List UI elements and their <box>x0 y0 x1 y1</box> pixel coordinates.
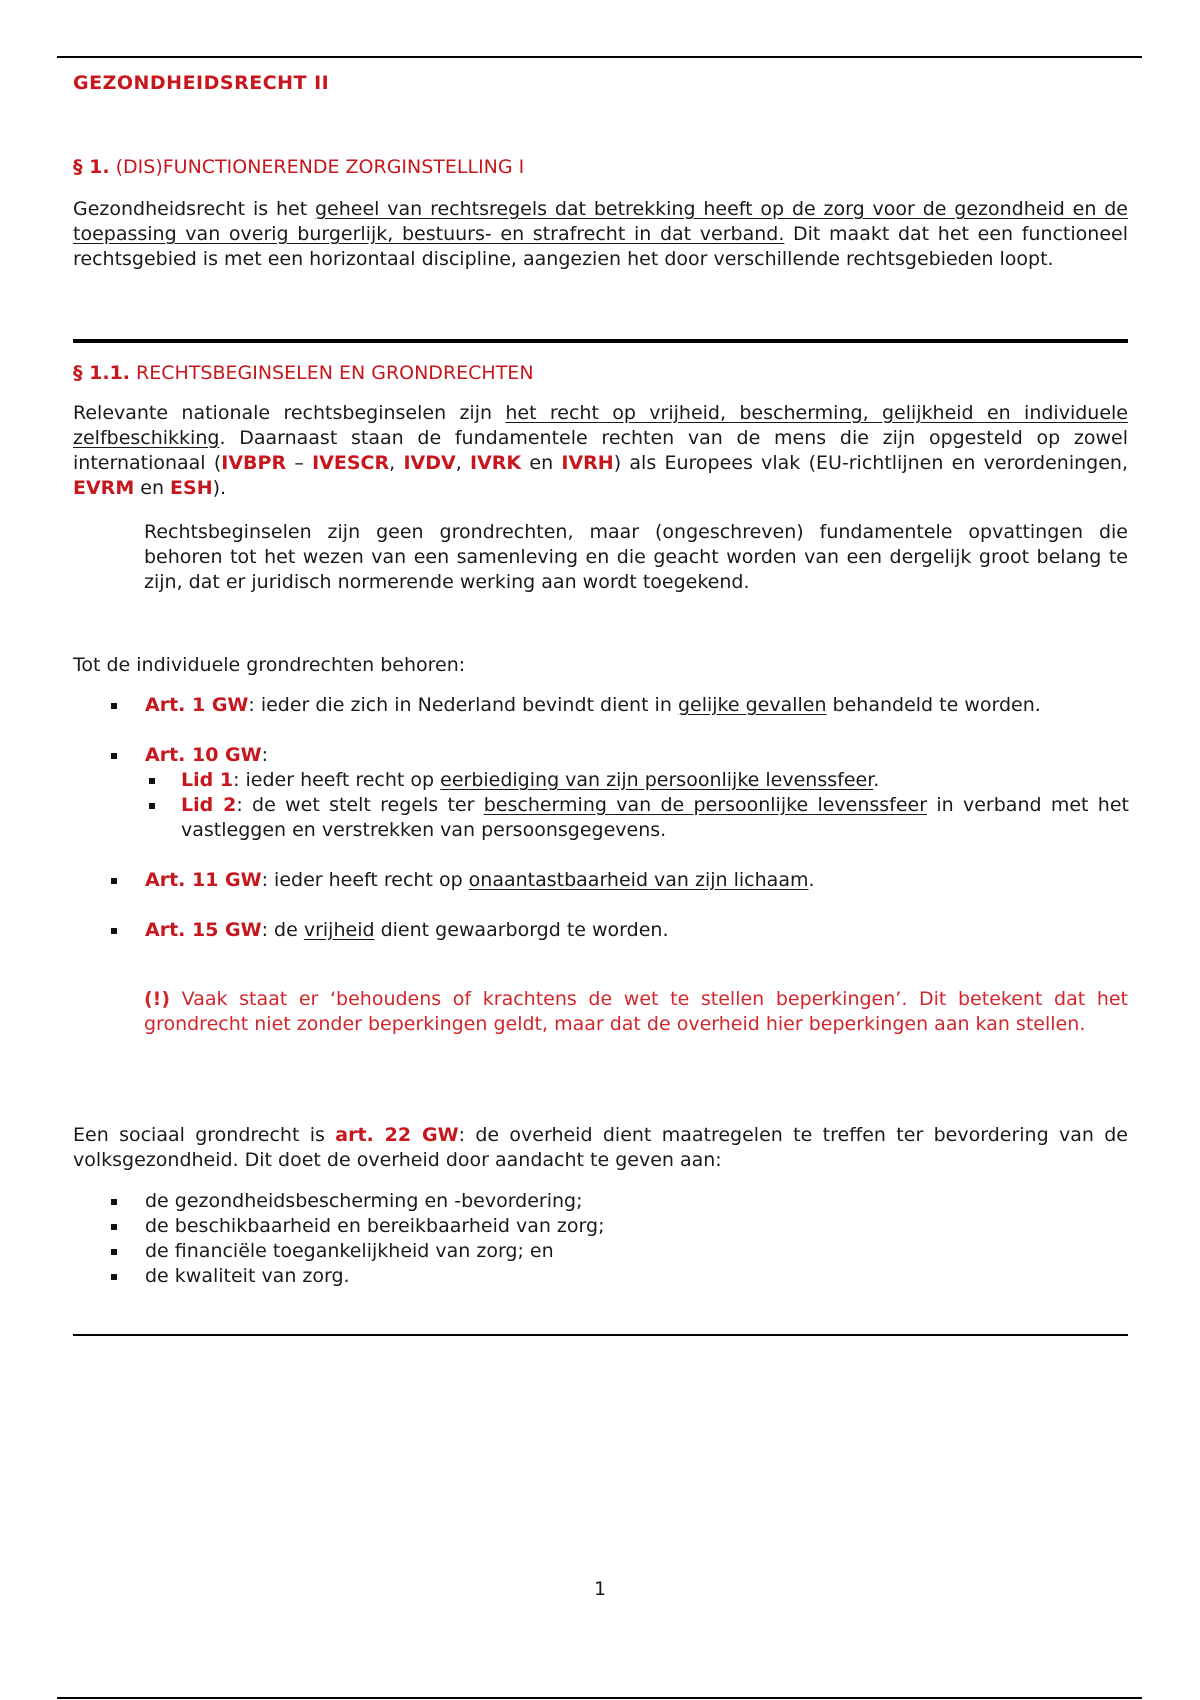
section-divider <box>73 339 1128 343</box>
text-run: . Daarnaast staan de fundamentele rechten van de mens die zijn opgesteld op zowel internationaal ( <box>73 427 1128 474</box>
treaty-esh: ESH <box>170 477 213 499</box>
section-1-heading <box>73 156 524 178</box>
page-number: 1 <box>593 1578 607 1600</box>
text-run: en <box>134 477 171 499</box>
lid-label: Lid 1 <box>181 769 234 791</box>
article-label: Art. 11 GW <box>145 869 262 891</box>
fundamental-rights-intro: Tot de individuele grondrechten behoren: <box>73 654 466 676</box>
top-rule <box>57 56 1142 58</box>
text-run: – <box>286 452 313 474</box>
list-item-art-10 <box>145 743 1128 843</box>
text-run: ) als Europees vlak (EU-richtlijnen en verordeningen, <box>613 452 1129 474</box>
section-1-1-title: RECHTSBEGINSELEN EN GRONDRECHTEN <box>136 362 534 384</box>
text-run: Relevante nationale rechtsbeginselen zijn <box>73 402 506 424</box>
text-run: ). <box>212 477 227 499</box>
fundamental-rights-list <box>145 693 1128 943</box>
note-marker: (!) <box>144 988 171 1010</box>
text-run: Een sociaal grondrecht is <box>73 1124 336 1146</box>
page-bottom-rule <box>57 1697 1142 1699</box>
text-run: : de <box>261 919 304 941</box>
article-label: Art. 15 GW <box>145 919 262 941</box>
section-1-1-heading <box>73 362 534 384</box>
text-run: , <box>455 452 470 474</box>
article-label: art. 22 GW <box>335 1124 459 1146</box>
section-1-1-number: § 1.1. <box>73 362 130 384</box>
sublist-item-lid-1 <box>181 768 1129 793</box>
text-run: : ieder heeft recht op <box>233 769 441 791</box>
principles-definition-block: Rechtsbeginselen zijn geen grondrechten, maar (ongeschreven) fundamentele opvattingen die behoren tot het wezen van een samenleving en die geacht worden van een dergelijk groot belang te zijn, dat er juridisch normerende werking aan wordt toegekend. <box>144 521 1128 593</box>
treaty-ivbpr: IVBPR <box>221 452 287 474</box>
list-item-art-11 <box>145 868 1128 893</box>
limitation-note <box>144 987 1128 1037</box>
treaty-evrm: EVRM <box>73 477 135 499</box>
underlined-term: eerbiediging van zijn persoonlijke levenssfeer <box>440 769 874 791</box>
text-run: : ieder heeft recht op <box>261 869 469 891</box>
underlined-term: onaantastbaarheid van zijn lichaam <box>468 869 809 891</box>
text-run: Dit maakt dat het een functioneel rechtsgebied is met een horizontaal discipline, aangezien het door verschillende rechtsgebieden loopt. <box>73 223 1128 270</box>
text-run: dient gewaarborgd te worden. <box>374 919 669 941</box>
text-run: behandeld te worden. <box>826 694 1041 716</box>
art-10-sublist <box>145 768 1129 843</box>
list-item: de financiële toegankelijkheid van zorg; en <box>145 1239 1145 1264</box>
text-run: Gezondheidsrecht is het <box>73 198 315 220</box>
lid-label: Lid 2 <box>181 794 237 816</box>
article-label: Art. 1 GW <box>145 694 249 716</box>
text-run: : ieder die zich in Nederland bevindt dient in <box>248 694 678 716</box>
text-run: en <box>521 452 562 474</box>
text-run: : de overheid dient maatregelen te treffen ter bevordering van de volksgezondheid. Dit doet de overheid door aandacht te geven aan: <box>73 1124 1128 1171</box>
treaty-ivrk: IVRK <box>470 452 522 474</box>
text-run: , <box>389 452 404 474</box>
text-run: : de wet stelt regels ter <box>236 794 484 816</box>
treaty-ivrh: IVRH <box>561 452 614 474</box>
social-right-list <box>145 1189 1145 1289</box>
document-title: GEZONDHEIDSRECHT II <box>73 72 330 94</box>
underlined-definition: geheel van rechtsregels dat betrekking heeft op de zorg voor de gezondheid en de toepassing van overig burgerlijk, bestuurs- en strafrecht in dat verband. <box>73 198 1128 245</box>
section-1-paragraph <box>73 197 1128 272</box>
section-1-title: (DIS)FUNCTIONERENDE ZORGINSTELLING I <box>115 156 525 178</box>
treaty-ivdv: IVDV <box>403 452 456 474</box>
list-item: de kwaliteit van zorg. <box>145 1264 1145 1289</box>
treaty-ivescr: IVESCR <box>312 452 390 474</box>
principles-paragraph <box>73 401 1128 501</box>
social-right-paragraph <box>73 1123 1128 1173</box>
list-item: de beschikbaarheid en bereikbaarheid van zorg; <box>145 1214 1145 1239</box>
list-item-art-1 <box>145 693 1128 718</box>
article-label: Art. 10 GW <box>145 744 262 766</box>
underlined-term: gelijke gevallen <box>677 694 827 716</box>
text-run: in verband met het vastleggen en verstrekken van persoonsgegevens. <box>181 794 1129 841</box>
text-run: . <box>808 869 815 891</box>
bottom-section-rule <box>73 1334 1128 1336</box>
underlined-principles: het recht op vrijheid, bescherming, gelijkheid en individuele zelfbeschikking <box>73 402 1128 449</box>
note-text: Vaak staat er ‘behoudens of krachtens de wet te stellen beperkingen’. Dit betekent dat het grondrecht niet zonder beperkingen geldt, maar dat de overheid hier beperkingen aan kan stellen. <box>144 988 1128 1035</box>
list-item: de gezondheidsbescherming en -bevordering; <box>145 1189 1145 1214</box>
text-run: : <box>261 744 269 766</box>
list-item-art-15 <box>145 918 1128 943</box>
sublist-item-lid-2 <box>181 793 1129 843</box>
text-run: . <box>873 769 880 791</box>
section-1-number: § 1. <box>73 156 110 178</box>
underlined-term: bescherming van de persoonlijke levenssfeer <box>483 794 928 816</box>
underlined-term: vrijheid <box>303 919 375 941</box>
